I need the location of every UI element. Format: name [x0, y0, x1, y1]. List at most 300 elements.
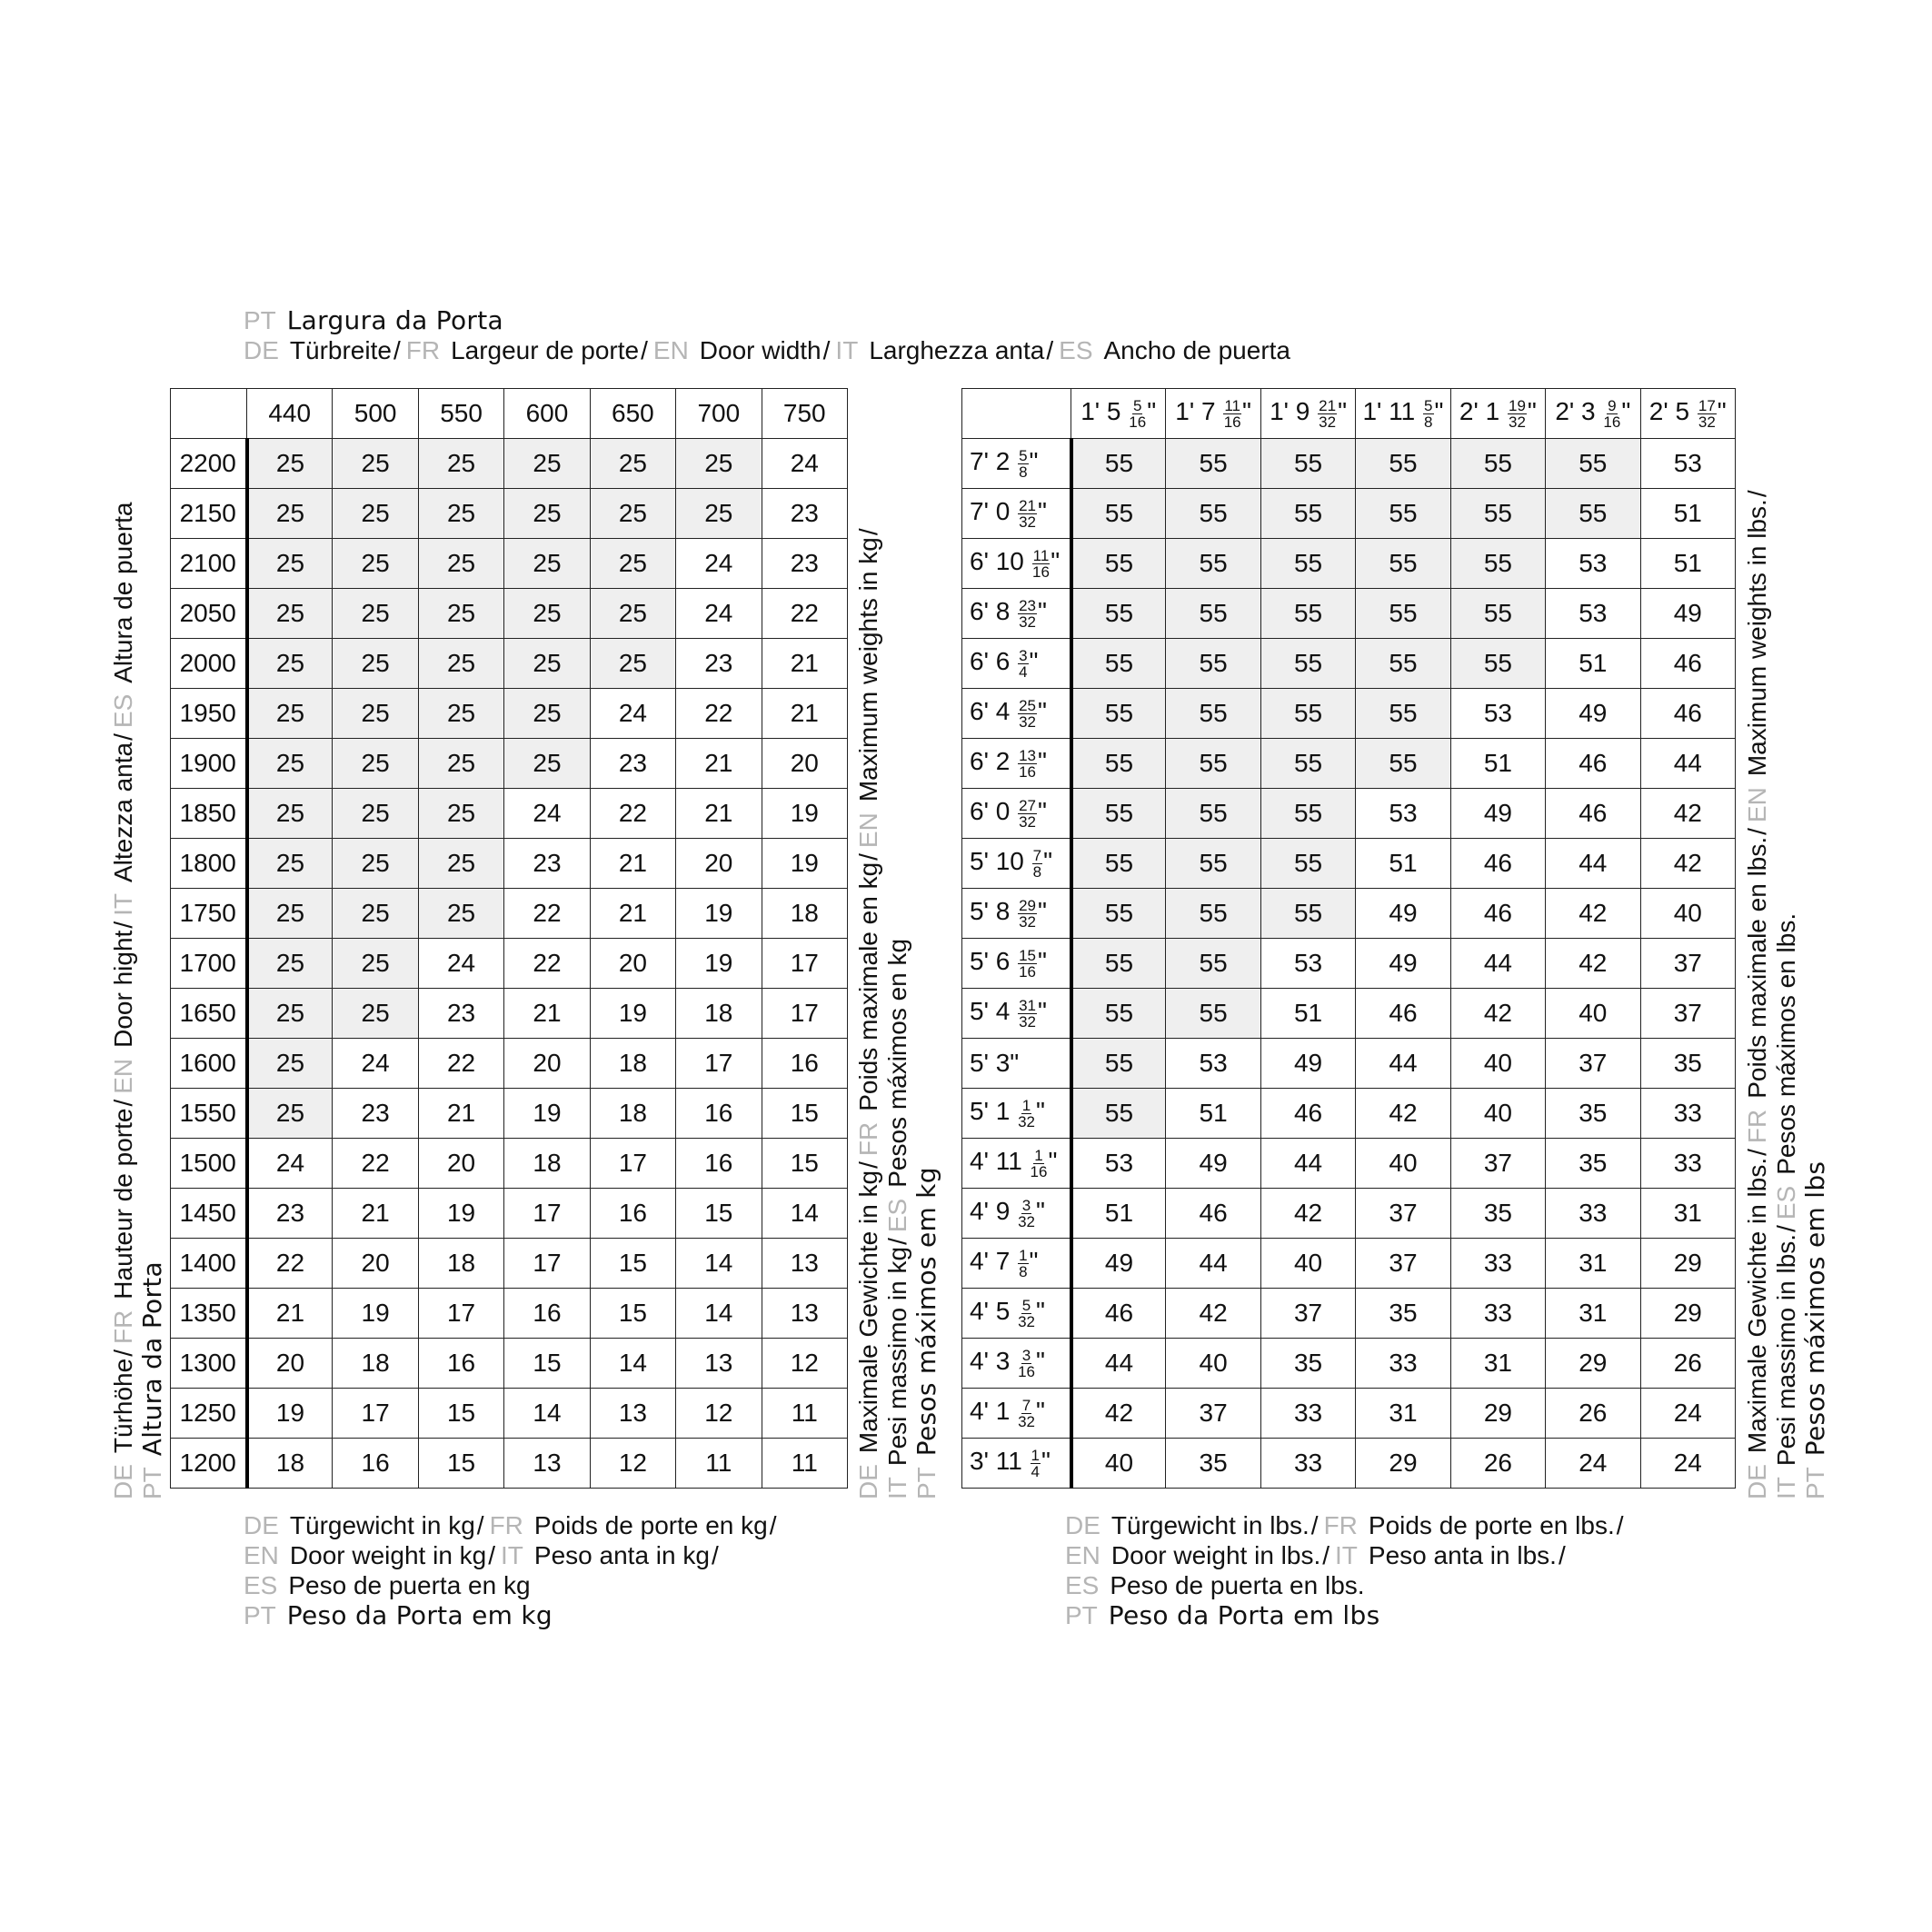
dimension-fraction — [1032, 848, 1042, 880]
weight-cell: 55 — [1166, 989, 1260, 1039]
separator: / — [476, 1511, 484, 1539]
fraction-numerator: 3 — [1019, 646, 1028, 664]
inch-mark: " — [1037, 597, 1047, 626]
row-header — [962, 1039, 1071, 1089]
weight-cell: 16 — [504, 1289, 590, 1339]
language-code: ES — [1059, 336, 1093, 364]
dimension-label — [970, 446, 1039, 481]
weight-cell: 31 — [1450, 1339, 1545, 1389]
weight-cell: 33 — [1546, 1189, 1640, 1239]
dimension-fraction — [1018, 1348, 1035, 1379]
weight-cell: 25 — [676, 439, 762, 489]
weight-cell: 25 — [247, 739, 333, 789]
inch-mark: " — [1037, 947, 1047, 976]
weight-cell: 55 — [1260, 839, 1355, 889]
weight-cell: 25 — [333, 439, 418, 489]
weight-cell: 55 — [1450, 589, 1545, 639]
fraction-denominator: 16 — [1223, 413, 1241, 431]
language-code: ES — [883, 1198, 911, 1233]
weight-cell: 40 — [1356, 1139, 1450, 1189]
row-header — [962, 589, 1071, 639]
weight-cell: 37 — [1166, 1389, 1260, 1439]
inch-mark: " — [1037, 497, 1047, 526]
dimension-label — [970, 696, 1047, 731]
dimension-fraction — [1018, 1298, 1035, 1329]
weight-cell: 55 — [1166, 789, 1260, 839]
weight-cell: 15 — [590, 1289, 675, 1339]
weight-cell: 55 — [1071, 1089, 1166, 1139]
row-header — [962, 989, 1071, 1039]
weight-cell: 49 — [1640, 589, 1735, 639]
caption-text: Door weight in kg — [289, 1541, 487, 1569]
fraction-numerator: 25 — [1019, 696, 1036, 714]
dimension-fraction — [1018, 898, 1037, 930]
weight-cell: 25 — [590, 489, 675, 539]
column-header: 750 — [762, 389, 847, 439]
weight-cell: 20 — [676, 839, 762, 889]
language-code: FR — [489, 1511, 523, 1539]
weight-cell: 21 — [762, 639, 847, 689]
weight-cell: 46 — [1071, 1289, 1166, 1339]
caption-text: Pesi massimo in kg — [883, 1246, 911, 1467]
weight-cell: 49 — [1166, 1139, 1260, 1189]
table-row — [962, 989, 1736, 1039]
table-row — [962, 939, 1736, 989]
dimension-whole: 2' 3 — [1555, 397, 1596, 426]
language-code: ES — [1772, 1185, 1800, 1220]
separator: / — [1558, 1541, 1566, 1569]
weight-cell: 44 — [1166, 1239, 1260, 1289]
row-header — [962, 739, 1071, 789]
caption-text: Door weight in lbs. — [1110, 1541, 1321, 1569]
weight-cell: 22 — [590, 789, 675, 839]
weight-cell: 55 — [1450, 489, 1545, 539]
weight-cell: 37 — [1450, 1139, 1545, 1189]
inch-mark: " — [1037, 697, 1047, 726]
row-header — [962, 1239, 1071, 1289]
fraction-denominator: 8 — [1032, 862, 1042, 881]
weight-cell: 55 — [1450, 439, 1545, 489]
weight-cell: 53 — [1546, 589, 1640, 639]
dimension-label — [970, 1446, 1051, 1480]
weight-cell: 55 — [1071, 639, 1166, 689]
language-code: PT — [244, 1601, 276, 1629]
weight-cell: 25 — [504, 589, 590, 639]
weight-cell: 14 — [676, 1239, 762, 1289]
row-header — [962, 1089, 1071, 1139]
weight-cell: 18 — [590, 1089, 675, 1139]
weight-cell: 24 — [590, 689, 675, 739]
weight-cell: 51 — [1260, 989, 1355, 1039]
caption-line — [1065, 1540, 1571, 1571]
weight-cell: 25 — [333, 739, 418, 789]
metric-weight-table — [170, 388, 848, 1489]
weight-cell: 49 — [1260, 1039, 1355, 1089]
dimension-whole: 6' 10 — [970, 547, 1024, 576]
row-header: 2000 — [171, 639, 247, 689]
separator: / — [109, 921, 137, 929]
weight-cell: 13 — [676, 1339, 762, 1389]
weight-cell: 25 — [333, 989, 418, 1039]
dimension-whole: 5' 4 — [970, 997, 1011, 1026]
language-code: DE — [244, 1511, 279, 1539]
row-header — [962, 789, 1071, 839]
language-code: FR — [1743, 1109, 1771, 1144]
separator: / — [393, 336, 401, 364]
dimension-label — [970, 646, 1039, 681]
weight-cell: 20 — [247, 1339, 333, 1389]
table-row — [962, 1189, 1736, 1239]
language-code: EN — [244, 1541, 279, 1569]
fraction-denominator: 8 — [1019, 463, 1028, 481]
weight-cell: 53 — [1260, 939, 1355, 989]
row-header: 2150 — [171, 489, 247, 539]
weight-cell: 23 — [676, 639, 762, 689]
weight-cell: 17 — [762, 989, 847, 1039]
fraction-numerator: 29 — [1019, 896, 1036, 914]
caption-line — [244, 1510, 782, 1541]
language-code: PT — [244, 306, 276, 334]
separator: / — [109, 1099, 137, 1107]
row-header: 1300 — [171, 1339, 247, 1389]
weight-cell: 49 — [1071, 1239, 1166, 1289]
dimension-whole: 6' 2 — [970, 747, 1011, 776]
inch-mark: " — [1037, 997, 1047, 1026]
weight-cell: 17 — [676, 1039, 762, 1089]
inch-mark: " — [1035, 1197, 1045, 1226]
column-header: 650 — [590, 389, 675, 439]
weight-cell: 49 — [1450, 789, 1545, 839]
weight-cell: 19 — [676, 939, 762, 989]
weight-cell: 24 — [333, 1039, 418, 1089]
weight-cell: 55 — [1260, 689, 1355, 739]
fraction-numerator: 27 — [1019, 796, 1036, 814]
weight-cell: 55 — [1546, 439, 1640, 489]
caption-text: Peso da Porta em lbs — [1108, 1600, 1380, 1630]
fraction-numerator: 1 — [1019, 1246, 1028, 1264]
row-header: 1350 — [171, 1289, 247, 1339]
weight-cell: 25 — [504, 539, 590, 589]
caption-text: Ancho de puerta — [1103, 336, 1290, 364]
weight-cell: 55 — [1166, 939, 1260, 989]
weight-cell: 33 — [1356, 1339, 1450, 1389]
dimension-whole: 1' 9 — [1270, 397, 1310, 426]
dimension-label — [970, 1096, 1045, 1130]
weight-cell: 53 — [1356, 789, 1450, 839]
caption-text: Türgewicht in kg — [289, 1511, 475, 1539]
weight-cell: 55 — [1356, 689, 1450, 739]
fraction-numerator: 7 — [1032, 846, 1042, 864]
weight-cell: 22 — [504, 939, 590, 989]
fraction-numerator: 15 — [1019, 946, 1036, 964]
language-code: EN — [1065, 1541, 1100, 1569]
column-header — [1166, 389, 1260, 439]
caption-line — [1065, 1570, 1365, 1601]
table-row — [171, 639, 848, 689]
dimension-fraction — [1018, 998, 1037, 1030]
weight-cell: 37 — [1546, 1039, 1640, 1089]
separator: / — [854, 528, 882, 536]
fraction-denominator: 8 — [1019, 1262, 1028, 1280]
weight-cell: 25 — [504, 689, 590, 739]
dimension-whole: 2' 1 — [1459, 397, 1500, 426]
column-header: 500 — [333, 389, 418, 439]
table-row — [962, 739, 1736, 789]
weight-cell: 46 — [1166, 1189, 1260, 1239]
weight-cell: 29 — [1640, 1289, 1735, 1339]
weight-cell: 42 — [1356, 1089, 1450, 1139]
separator: / — [854, 853, 882, 861]
weight-cell: 51 — [1640, 539, 1735, 589]
table-row — [171, 1139, 848, 1189]
table-row — [962, 1389, 1736, 1439]
weight-cell: 53 — [1166, 1039, 1260, 1089]
weight-cell: 33 — [1450, 1239, 1545, 1289]
weight-cell: 21 — [762, 689, 847, 739]
weight-cell: 55 — [1071, 689, 1166, 739]
language-code: ES — [109, 693, 137, 729]
row-header — [962, 439, 1071, 489]
dimension-whole: 5' 3" — [970, 1049, 1020, 1077]
table-row — [171, 489, 848, 539]
fraction-denominator: 32 — [1018, 1412, 1035, 1430]
row-header — [962, 689, 1071, 739]
table-row — [171, 1039, 848, 1089]
weight-cell: 13 — [504, 1439, 590, 1489]
dimension-fraction — [1018, 698, 1037, 730]
dimension-whole: 4' 3 — [970, 1347, 1011, 1376]
dimension-whole: 1' 7 — [1175, 397, 1216, 426]
fraction-denominator: 32 — [1018, 1112, 1035, 1130]
weight-cell: 16 — [762, 1039, 847, 1089]
dimension-fraction — [1018, 1248, 1028, 1280]
weight-cell: 25 — [418, 539, 503, 589]
inch-mark: " — [1242, 397, 1251, 426]
weight-cell: 21 — [247, 1289, 333, 1339]
weight-cell: 19 — [762, 789, 847, 839]
weight-cell: 46 — [1450, 889, 1545, 939]
dimension-label — [1555, 396, 1631, 431]
dimension-whole: 5' 1 — [970, 1097, 1011, 1126]
fraction-denominator: 16 — [1030, 1162, 1048, 1180]
row-header — [962, 939, 1071, 989]
weight-cell: 14 — [590, 1339, 675, 1389]
row-header: 2100 — [171, 539, 247, 589]
weight-cell: 15 — [504, 1339, 590, 1389]
weight-cell: 25 — [333, 689, 418, 739]
weight-cell: 11 — [676, 1439, 762, 1489]
dimension-label — [970, 1049, 1019, 1077]
weight-cell: 55 — [1166, 639, 1260, 689]
weight-cell: 25 — [247, 1089, 333, 1139]
weight-cell: 55 — [1356, 739, 1450, 789]
dimension-whole: 7' 2 — [970, 447, 1011, 476]
separator: / — [1310, 1511, 1319, 1539]
language-code: PT — [912, 1467, 941, 1499]
weight-cell: 26 — [1640, 1339, 1735, 1389]
weight-cell: 20 — [504, 1039, 590, 1089]
weight-cell: 24 — [504, 789, 590, 839]
caption-line — [109, 503, 138, 1500]
weight-cell: 44 — [1640, 739, 1735, 789]
weight-cell: 55 — [1071, 539, 1166, 589]
table-corner — [171, 389, 247, 439]
weight-cell: 25 — [418, 689, 503, 739]
dimension-fraction — [1018, 648, 1028, 680]
fraction-denominator: 4 — [1019, 662, 1028, 681]
row-header: 1950 — [171, 689, 247, 739]
table-row — [171, 739, 848, 789]
caption-line — [244, 305, 503, 336]
language-code: EN — [854, 812, 882, 849]
dimension-label — [970, 596, 1047, 631]
weight-cell: 12 — [590, 1439, 675, 1489]
weight-cell: 51 — [1071, 1189, 1166, 1239]
dimension-label — [970, 546, 1061, 581]
weight-cell: 25 — [504, 739, 590, 789]
weight-cell: 19 — [418, 1189, 503, 1239]
weight-cell: 25 — [590, 539, 675, 589]
row-header — [962, 1389, 1071, 1439]
inch-mark: " — [1527, 397, 1537, 426]
weight-cell: 44 — [1356, 1039, 1450, 1089]
imperial-weight-table — [961, 388, 1736, 1489]
language-code: DE — [244, 336, 279, 364]
weight-cell: 25 — [333, 889, 418, 939]
fraction-numerator: 5 — [1424, 396, 1433, 414]
caption-line — [244, 335, 1290, 366]
weight-cell: 25 — [590, 639, 675, 689]
weight-cell: 29 — [1546, 1339, 1640, 1389]
weight-cell: 25 — [247, 489, 333, 539]
weight-cell: 19 — [333, 1289, 418, 1339]
weight-cell: 12 — [676, 1389, 762, 1439]
dimension-fraction — [1031, 1448, 1041, 1479]
dimension-fraction — [1018, 498, 1037, 530]
weight-cell: 55 — [1356, 639, 1450, 689]
weight-cell: 33 — [1260, 1439, 1355, 1489]
caption-text: Peso da Porta em kg — [286, 1600, 553, 1630]
weight-cell: 17 — [504, 1189, 590, 1239]
weight-cell: 16 — [676, 1139, 762, 1189]
weight-cell: 42 — [1166, 1289, 1260, 1339]
row-header — [962, 639, 1071, 689]
dimension-whole: 5' 8 — [970, 897, 1011, 926]
weight-cell: 25 — [333, 939, 418, 989]
dimension-whole: 4' 11 — [970, 1147, 1022, 1176]
weight-cell: 33 — [1640, 1089, 1735, 1139]
weight-cell: 24 — [676, 589, 762, 639]
table-corner — [962, 389, 1071, 439]
dimension-label — [970, 1146, 1058, 1180]
caption-text: Türbreite — [289, 336, 392, 364]
weight-cell: 55 — [1071, 489, 1166, 539]
dimension-label — [1459, 396, 1537, 431]
weight-cell: 25 — [418, 639, 503, 689]
inch-mark: " — [1029, 447, 1039, 476]
weight-cell: 25 — [247, 889, 333, 939]
weight-cell: 16 — [676, 1089, 762, 1139]
weight-cell: 55 — [1260, 589, 1355, 639]
row-header — [962, 1339, 1071, 1389]
caption-text: Pesi massimo in lbs. — [1772, 1233, 1800, 1467]
table-row — [962, 789, 1736, 839]
separator: / — [769, 1511, 777, 1539]
inch-mark: " — [1035, 1397, 1045, 1426]
fraction-denominator: 32 — [1019, 912, 1036, 931]
row-header — [962, 889, 1071, 939]
row-header: 1450 — [171, 1189, 247, 1239]
dimension-label — [970, 1246, 1039, 1280]
weight-cell: 55 — [1071, 589, 1166, 639]
caption-text: Altezza anta — [109, 742, 137, 882]
caption-text: Pesos máximos en kg — [883, 938, 911, 1188]
column-header — [1450, 389, 1545, 439]
weight-cell: 24 — [1640, 1389, 1735, 1439]
caption-text: Door width — [699, 336, 822, 364]
fraction-numerator: 7 — [1021, 1396, 1031, 1414]
table-row — [171, 889, 848, 939]
weight-cell: 21 — [590, 889, 675, 939]
weight-cell: 15 — [676, 1189, 762, 1239]
weight-cell: 25 — [504, 439, 590, 489]
weight-cell: 55 — [1071, 1039, 1166, 1089]
caption-line — [912, 1167, 941, 1499]
language-code: DE — [854, 1464, 882, 1499]
weight-cell: 55 — [1166, 739, 1260, 789]
table-row — [171, 539, 848, 589]
weight-cell: 26 — [1450, 1439, 1545, 1489]
weight-cell: 55 — [1260, 439, 1355, 489]
separator: / — [488, 1541, 496, 1569]
weight-cell: 16 — [333, 1439, 418, 1489]
weight-cell: 25 — [418, 739, 503, 789]
weight-cell: 14 — [676, 1289, 762, 1339]
fraction-denominator: 16 — [1019, 762, 1036, 781]
row-header: 1800 — [171, 839, 247, 889]
weight-cell: 11 — [762, 1389, 847, 1439]
weight-cell: 21 — [504, 989, 590, 1039]
language-code: DE — [109, 1464, 137, 1499]
weight-cell: 25 — [418, 589, 503, 639]
weight-cell: 55 — [1071, 889, 1166, 939]
weight-cell: 17 — [762, 939, 847, 989]
caption-text: Maximale Gewichte in kg — [854, 1170, 882, 1454]
language-code: FR — [109, 1310, 137, 1345]
table-row — [962, 1239, 1736, 1289]
weight-cell: 25 — [247, 989, 333, 1039]
weight-cell: 25 — [418, 439, 503, 489]
weight-cell: 55 — [1166, 539, 1260, 589]
weight-cell: 51 — [1166, 1089, 1260, 1139]
table-row — [171, 1239, 848, 1289]
fraction-numerator: 5 — [1021, 1296, 1031, 1314]
dimension-whole: 6' 4 — [970, 697, 1011, 726]
weight-cell: 42 — [1546, 939, 1640, 989]
separator: / — [1616, 1511, 1624, 1539]
language-code: EN — [109, 1058, 137, 1094]
inch-mark: " — [1041, 1447, 1051, 1476]
weight-cell: 15 — [590, 1239, 675, 1289]
caption-line — [1065, 1510, 1629, 1541]
column-header: 600 — [504, 389, 590, 439]
weight-cell: 51 — [1356, 839, 1450, 889]
weight-cell: 22 — [762, 589, 847, 639]
row-header: 1600 — [171, 1039, 247, 1089]
caption-line — [1801, 1161, 1830, 1499]
table-row — [962, 1339, 1736, 1389]
dimension-label — [970, 896, 1047, 931]
